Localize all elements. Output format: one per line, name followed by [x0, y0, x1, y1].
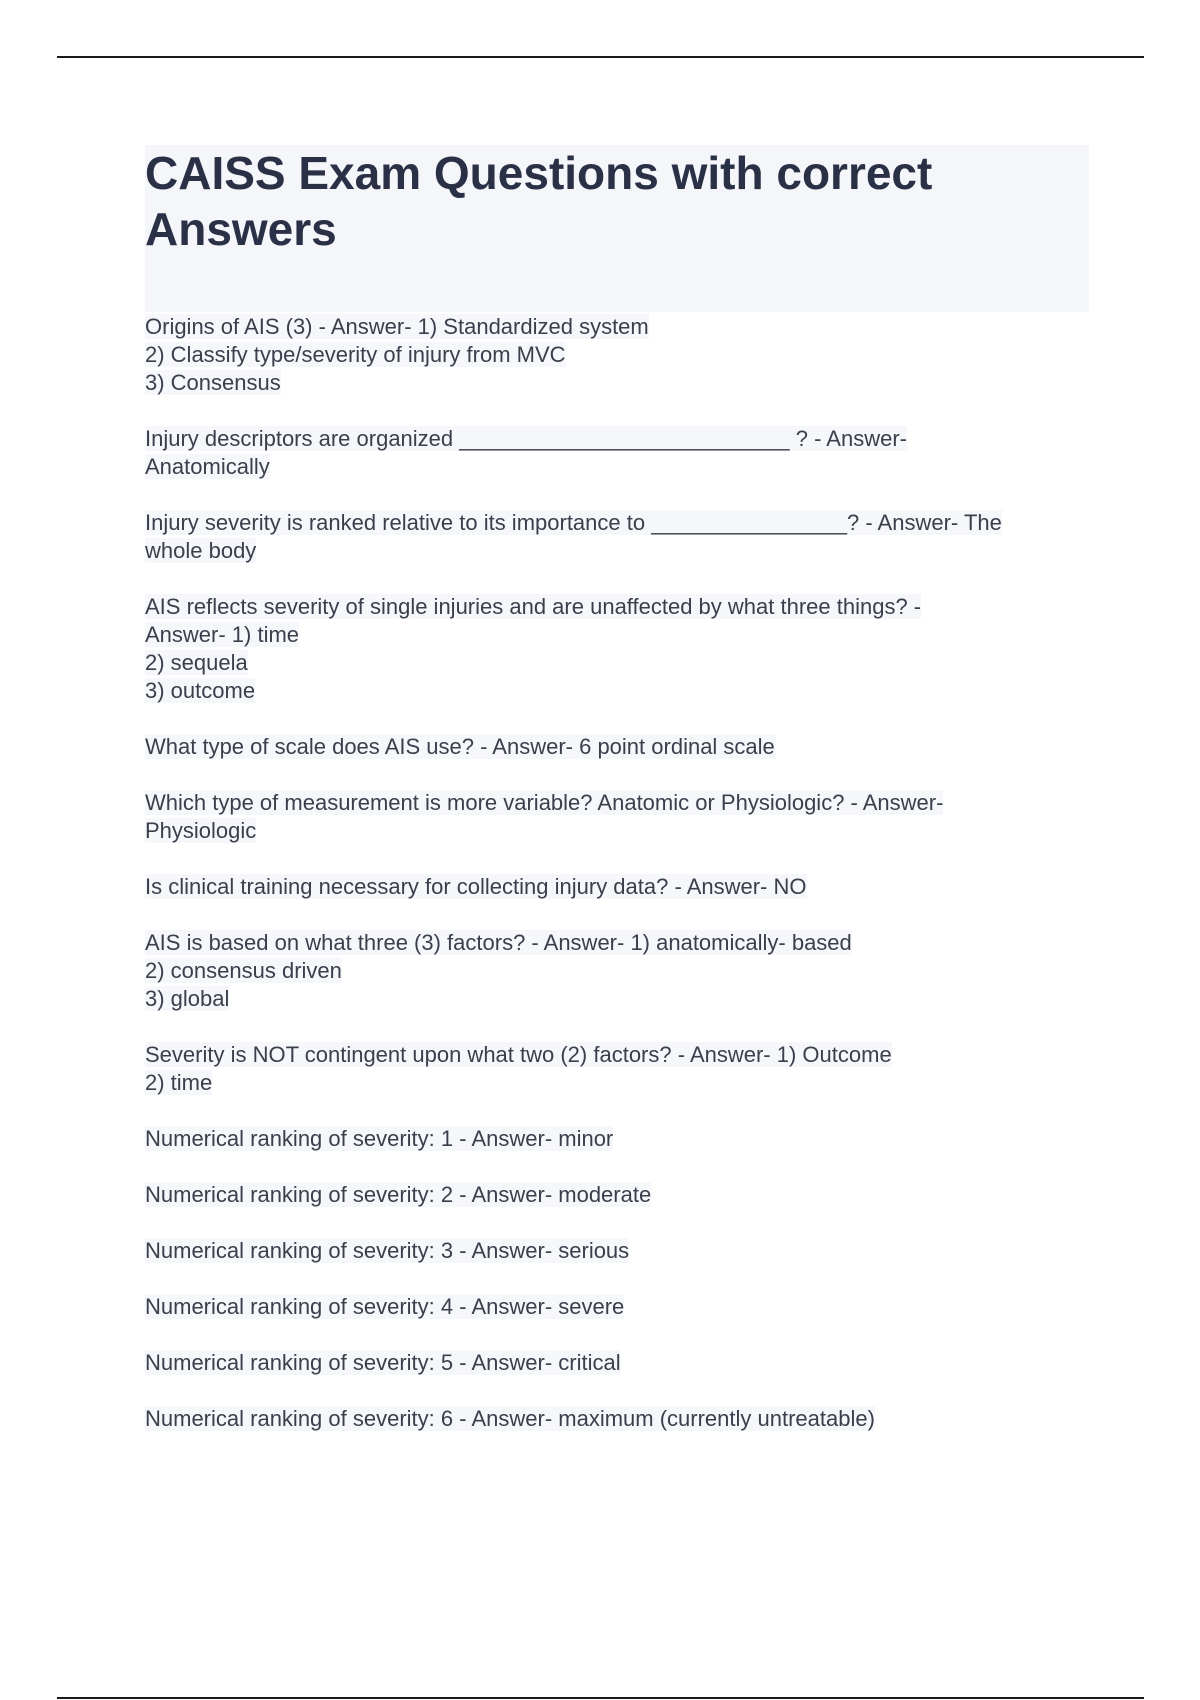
qa-item — [145, 313, 1085, 397]
qa-line-text: 3) global — [145, 986, 230, 1011]
qa-item — [145, 1405, 1085, 1433]
qa-line — [145, 649, 1085, 677]
qa-item — [145, 1293, 1085, 1321]
qa-line-text: Numerical ranking of severity: 3 - Answer- serious — [145, 1238, 630, 1263]
qa-item — [145, 733, 1085, 761]
qa-line — [145, 1237, 1085, 1265]
qa-line-text: 2) Classify type/severity of injury from MVC — [145, 342, 566, 367]
qa-line-text: Numerical ranking of severity: 6 - Answer- maximum (currently untreatable) — [145, 1406, 875, 1431]
qa-line-text: AIS reflects severity of single injuries and are unaffected by what three things? - — [145, 594, 922, 619]
qa-line — [145, 313, 1085, 341]
qa-line — [145, 677, 1085, 705]
qa-line — [145, 341, 1085, 369]
top-rule — [57, 56, 1144, 58]
qa-line — [145, 537, 1085, 565]
qa-line — [145, 1069, 1085, 1097]
qa-line-text: Injury severity is ranked relative to its importance to ________________? - Answer- The — [145, 510, 1002, 535]
qa-line-text: 3) outcome — [145, 678, 256, 703]
qa-line — [145, 873, 1085, 901]
qa-item — [145, 1181, 1085, 1209]
qa-line-text: Answer- 1) time — [145, 622, 300, 647]
qa-list — [145, 313, 1085, 1461]
qa-line-text: Numerical ranking of severity: 1 - Answer- minor — [145, 1126, 614, 1151]
bottom-rule — [57, 1697, 1144, 1699]
qa-line — [145, 453, 1085, 481]
qa-line — [145, 1125, 1085, 1153]
qa-line-text: Injury descriptors are organized ___________________________ ? - Answer- — [145, 426, 907, 451]
qa-line-text: Numerical ranking of severity: 2 - Answer- moderate — [145, 1182, 652, 1207]
qa-item — [145, 1041, 1085, 1097]
qa-line — [145, 817, 1085, 845]
page-title: CAISS Exam Questions with correct Answers — [145, 147, 933, 255]
qa-item — [145, 789, 1085, 845]
qa-item — [145, 593, 1085, 705]
qa-line — [145, 1181, 1085, 1209]
qa-line-text: Is clinical training necessary for collecting injury data? - Answer- NO — [145, 874, 807, 899]
qa-line-text: Origins of AIS (3) - Answer- 1) Standardized system — [145, 314, 649, 339]
qa-line — [145, 621, 1085, 649]
qa-line — [145, 929, 1085, 957]
qa-line-text: whole body — [145, 538, 257, 563]
qa-line-text: Anatomically — [145, 454, 270, 479]
qa-line — [145, 985, 1085, 1013]
qa-line-text: Numerical ranking of severity: 4 - Answer- severe — [145, 1294, 625, 1319]
qa-line-text: Severity is NOT contingent upon what two (2) factors? - Answer- 1) Outcome — [145, 1042, 892, 1067]
qa-line — [145, 1349, 1085, 1377]
qa-line — [145, 733, 1085, 761]
qa-line — [145, 1405, 1085, 1433]
qa-line — [145, 509, 1085, 537]
qa-item — [145, 509, 1085, 565]
qa-line-text: 2) sequela — [145, 650, 248, 675]
qa-line — [145, 425, 1085, 453]
qa-line-text: 2) time — [145, 1070, 213, 1095]
qa-line — [145, 369, 1085, 397]
qa-line-text: AIS is based on what three (3) factors? - Answer- 1) anatomically- based — [145, 930, 852, 955]
qa-line — [145, 593, 1085, 621]
qa-line-text: 2) consensus driven — [145, 958, 342, 983]
title-block — [145, 145, 1089, 312]
qa-line-text: Which type of measurement is more variable? Anatomic or Physiologic? - Answer- — [145, 790, 944, 815]
qa-item — [145, 1125, 1085, 1153]
qa-line — [145, 957, 1085, 985]
qa-item — [145, 873, 1085, 901]
qa-line-text: What type of scale does AIS use? - Answer- 6 point ordinal scale — [145, 734, 775, 759]
qa-item — [145, 1349, 1085, 1377]
qa-item — [145, 425, 1085, 481]
qa-line-text: Physiologic — [145, 818, 257, 843]
qa-line — [145, 1293, 1085, 1321]
qa-line-text: 3) Consensus — [145, 370, 281, 395]
qa-line — [145, 789, 1085, 817]
qa-line-text: Numerical ranking of severity: 5 - Answer- critical — [145, 1350, 621, 1375]
qa-item — [145, 929, 1085, 1013]
qa-item — [145, 1237, 1085, 1265]
qa-line — [145, 1041, 1085, 1069]
